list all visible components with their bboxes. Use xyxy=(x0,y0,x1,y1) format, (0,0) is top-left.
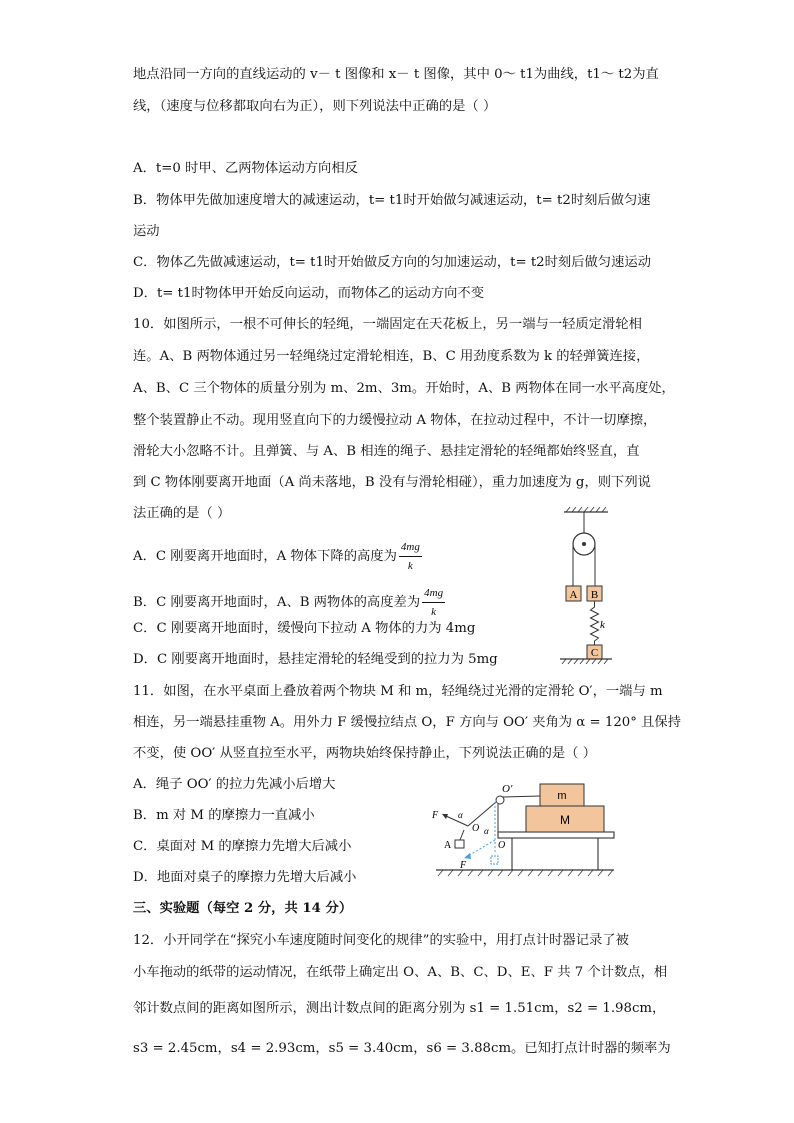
pulley-spring-figure xyxy=(556,504,616,666)
force-f2-label: F xyxy=(460,860,467,871)
q11-option-a: A．绳子 OO′ 的拉力先减小后增大 xyxy=(133,777,336,792)
table-blocks-figure xyxy=(428,780,618,878)
q11-option-d: D．地面对桌子的摩擦力先增大后减小 xyxy=(133,870,357,885)
pulley-o-prime-label: O′ xyxy=(502,783,513,795)
q9-option-d: D．t= t1时物体甲开始反向运动，而物体乙的运动方向不变 xyxy=(133,286,485,301)
q10-option-d: D．C 刚要离开地面时，悬挂定滑轮的轻绳受到的拉力为 5mg xyxy=(133,652,498,667)
q9-option-c: C．物体乙先做减速运动，t= t1时开始做反方向的匀加速运动，t= t2时刻后做匀速运动 xyxy=(133,255,651,270)
force-f-label: F xyxy=(432,810,439,821)
angle-alpha-label: α xyxy=(458,810,463,820)
block-a-label: A xyxy=(569,589,578,601)
q12-line2: 小车拖动的纸带的运动情况，在纸带上确定出 O、A、B、C、D、E、F 共 7 个计数点，相 xyxy=(133,965,668,980)
q11-line1: 11．如图，在水平桌面上叠放着两个物块 M 和 m，轻绳绕过光滑的定滑轮 O′，一端与 m xyxy=(133,684,663,699)
q12-line3: 邻计数点间的距离如图所示，测出计数点间的距离分别为 s1 = 1.51cm，s2 = 1.98cm， xyxy=(133,1001,666,1016)
q11-line3: 不变，使 OO′ 从竖直拉至水平，两物块始终保持静止，下列说法正确的是（ ） xyxy=(133,746,597,761)
q9-option-b-line1: B．物体甲先做加速度增大的减速运动，t= t1时开始做匀减速运动，t= t2时刻后做匀速 xyxy=(133,193,651,208)
q10-line1: 10．如图所示，一根不可伸长的轻绳，一端固定在天花板上，另一端与一轻质定滑轮相 xyxy=(133,317,642,332)
q10-option-a-text: A．C 刚要离开地面时，A 物体下降的高度为 xyxy=(133,549,397,564)
q10-option-c: C．C 刚要离开地面时，缓慢向下拉动 A 物体的力为 4mg xyxy=(133,621,476,636)
q11-line2: 相连，另一端悬挂重物 A。用外力 F 缓慢拉结点 O，F 方向与 OO′ 夹角为 α = 120° 且保持 xyxy=(133,715,682,730)
q10-option-b-text: B．C 刚要离开地面时，A、B 两物体的高度差为 xyxy=(133,595,421,610)
section-heading: 三、实验题（每空 2 分，共 14 分） xyxy=(133,901,353,916)
q10-line7: 法正确的是（ ） xyxy=(133,506,231,521)
block-small-m-label: m xyxy=(557,790,567,802)
weight-a-label: A xyxy=(444,840,452,851)
q9-intro-line2: 线，（速度与位移都取向右为正），则下列说法中正确的是（ ） xyxy=(133,99,497,114)
knot-o-label: O xyxy=(472,823,480,834)
q11-option-c: C．桌面对 M 的摩擦力先增大后减小 xyxy=(133,839,352,854)
knot-o2-label: O xyxy=(498,840,506,851)
q9-intro-line1: 地点沿同一方向的直线运动的 v－ t 图像和 x－ t 图像，其中 0～ t1为曲线，t1～ t2为直 xyxy=(133,67,659,82)
q10-line3: A、B、C 三个物体的质量分别为 m、2m、3m。开始时，A、B 两物体在同一水平高度处， xyxy=(133,381,675,396)
q12-line4: s3 = 2.45cm，s4 = 2.93cm，s5 = 3.40cm，s6 = 3.88cm。已知打点计时器的频率为 xyxy=(133,1041,671,1056)
block-big-m-label: M xyxy=(560,813,570,827)
q9-option-b-line2: 运动 xyxy=(133,224,160,239)
spring-k-label: k xyxy=(600,619,605,631)
q10-line5: 滑轮大小忽略不计。且弹簧、与 A、B 相连的绳子、悬挂定滑轮的轻绳都始终竖直，直 xyxy=(133,444,640,459)
q10-line4: 整个装置静止不动。现用竖直向下的力缓慢拉动 A 物体，在拉动过程中，不计一切摩擦， xyxy=(133,413,657,428)
q10-line6: 到 C 物体刚要离开地面（A 尚未落地，B 没有与滑轮相碰），重力加速度为 g，则下列说 xyxy=(133,475,651,490)
angle-alpha2-label: α xyxy=(484,826,489,836)
q10-line2: 连。A、B 两物体通过另一轻绳绕过定滑轮相连，B、C 用劲度系数为 k 的轻弹簧连接， xyxy=(133,349,650,364)
q11-option-b: B．m 对 M 的摩擦力一直减小 xyxy=(133,808,315,823)
q12-line1: 12．小开同学在“探究小车速度随时间变化的规律”的实验中，用打点计时器记录了被 xyxy=(133,933,629,948)
fraction: $\frac{4mg}{k}$ xyxy=(422,584,445,621)
q10-option-a xyxy=(133,538,422,575)
block-b-label: B xyxy=(590,589,599,601)
q9-option-a: A．t=0 时甲、乙两物体运动方向相反 xyxy=(133,161,358,176)
fraction: $\frac{4mg}{k}$ xyxy=(399,538,422,575)
block-c-label: C xyxy=(590,647,599,659)
q10-option-b xyxy=(133,584,445,621)
